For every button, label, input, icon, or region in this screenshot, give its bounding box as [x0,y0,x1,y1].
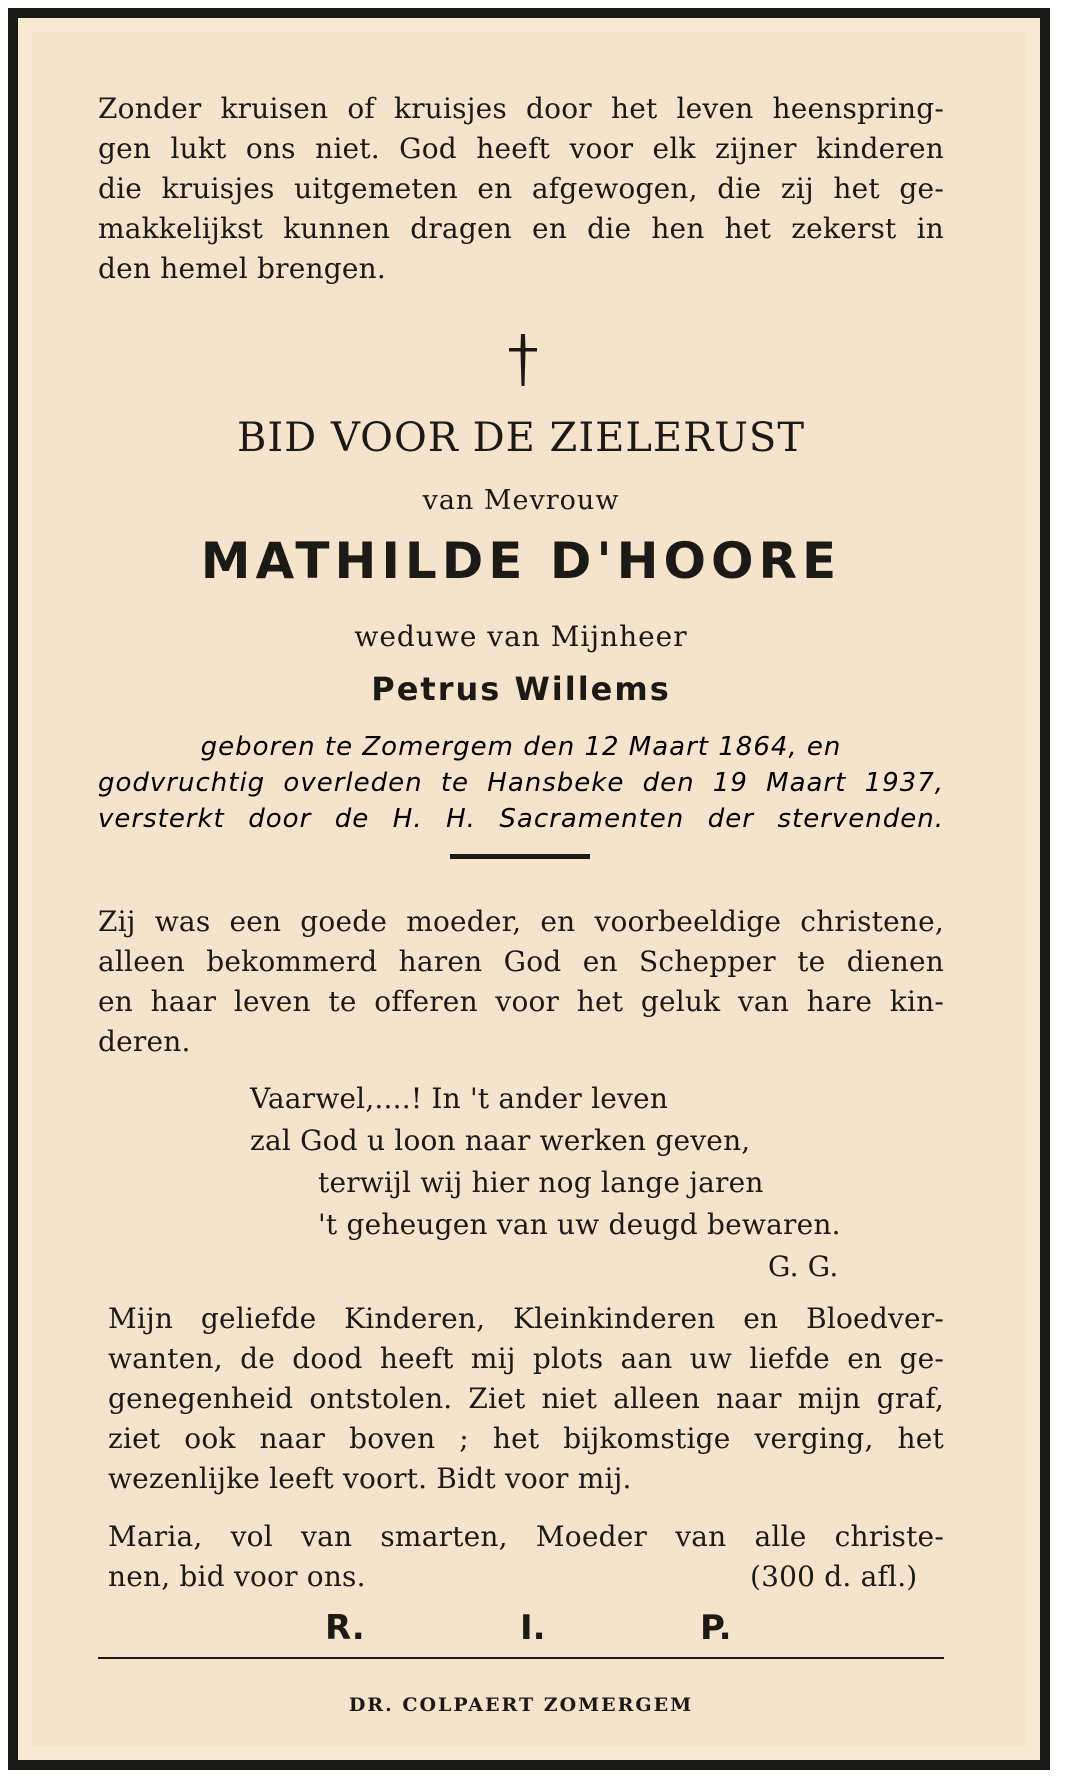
intro-line-3: die kruisjes uitgemeten en afgewogen, die zij het ge- [98,172,944,205]
poem-signature: G. G. [768,1250,839,1283]
deceased-name: MATHILDE D'HOORE [200,532,842,590]
tribute-line-3: en haar leven te offeren voor het geluk van hare kin- [98,985,944,1018]
intro-line-5: den hemel brengen. [98,252,386,285]
tribute-line-2: alleen bekommerd haren God en Schepper te dienen [98,945,944,978]
poem-line-1: Vaarwel,....! In 't ander leven [250,1082,669,1115]
indulgence-note: (300 d. afl.) [750,1560,918,1593]
poem-line-3: terwijl wij hier nog lange jaren [318,1166,764,1199]
farewell-line-2: wanten, de dood heeft mij plots aan uw liefde en ge- [108,1342,944,1375]
marian-prayer-line-2: nen, bid voor ons. [108,1560,366,1593]
birth-line: geboren te Zomergem den 12 Maart 1864, en [200,732,842,762]
husband-name: Petrus Willems [371,670,671,708]
divider-short [450,854,590,859]
death-line: godvruchtig overleden te Hansbeke den 19 Maart 1937, [98,768,944,798]
farewell-line-1: Mijn geliefde Kinderen, Kleinkinderen en Bloedver- [108,1302,944,1335]
rip-p: P. [700,1608,732,1648]
tribute-line-4: deren. [98,1025,191,1058]
rip-i: I. [520,1608,546,1648]
rip-r: R. [325,1608,365,1648]
poem-line-4: 't geheugen van uw deugd bewaren. [318,1208,841,1241]
tribute-line-1: Zij was een goede moeder, en voorbeeldige christene, [98,905,944,938]
prayer-heading: BID VOOR DE ZIELERUST [236,415,806,461]
intro-line-2: gen lukt ons niet. God heeft voor elk zijner kinderen [98,132,944,165]
farewell-line-5: wezenlijke leeft voort. Bidt voor mij. [108,1462,632,1495]
intro-line-4: makkelijkst kunnen dragen en die hen het zekerst in [98,212,944,245]
divider-long [98,1657,944,1659]
van-mevrouw: van Mevrouw [422,485,620,516]
latin-cross-icon [501,332,545,388]
poem-line-2: zal God u loon naar werken geven, [250,1124,751,1157]
farewell-line-4: ziet ook naar boven ; het bijkomstige verging, het [108,1422,944,1455]
widow-line: weduwe van Mijnheer [354,620,688,653]
printer-credit: DR. COLPAERT ZOMERGEM [348,1694,694,1716]
marian-prayer-line-1: Maria, vol van smarten, Moeder van alle christe- [108,1520,944,1553]
sacraments-line: versterkt door de H. H. Sacramenten der stervenden. [98,804,944,834]
farewell-line-3: genegenheid ontstolen. Ziet niet alleen naar mijn graf, [108,1382,944,1415]
intro-line-1: Zonder kruisen of kruisjes door het leven heenspring- [98,92,944,125]
